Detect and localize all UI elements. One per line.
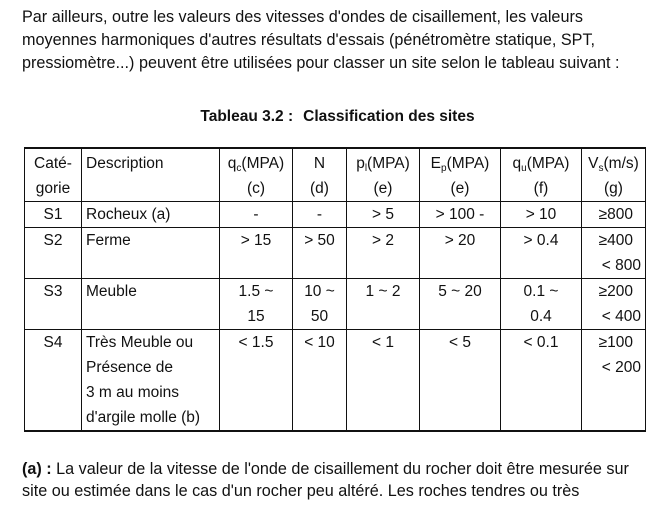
- cell-line: Rocheux (a): [86, 206, 171, 223]
- header-vs-subscript: s: [598, 163, 604, 174]
- header-pl-ref: (e): [373, 180, 393, 197]
- cell-line: Présence de: [86, 359, 174, 376]
- header-qc-symbol: q: [227, 155, 237, 172]
- cell-pl: [347, 279, 420, 330]
- header-vs-unit: (m/s): [603, 155, 639, 172]
- cell-line: > 15: [240, 232, 272, 249]
- cell-qu: [501, 279, 582, 330]
- cell-line: 3 m au moins: [86, 384, 180, 401]
- header-qc-subscript: c: [236, 163, 242, 174]
- cell-line: 0.4: [530, 308, 552, 325]
- cell-line: S4: [43, 334, 63, 351]
- cell-vs: [582, 228, 646, 279]
- cell-desc: [82, 228, 220, 279]
- cell-line: 50: [310, 308, 329, 325]
- cell-line: > 0.4: [523, 232, 559, 249]
- table-row: [25, 279, 646, 330]
- table-row: [25, 228, 646, 279]
- header-description: [82, 148, 220, 202]
- header-ep-symbol: E: [430, 155, 441, 172]
- cell-ep: [420, 228, 501, 279]
- header-categorie-line1: Caté-: [34, 155, 72, 172]
- header-vs: [582, 148, 646, 202]
- table-row: [25, 202, 646, 228]
- cell-line: 1 ~ 2: [365, 283, 401, 300]
- footnote-a: [22, 458, 652, 502]
- cell-line: S3: [43, 283, 63, 300]
- header-ep-ref: (e): [450, 180, 470, 197]
- cell-n: [293, 330, 347, 432]
- cell-qc: [220, 330, 293, 432]
- cell-line: > 20: [444, 232, 476, 249]
- cell-line: Meuble: [86, 283, 137, 300]
- table-caption-number: Tableau 3.2 :: [200, 108, 294, 125]
- cell-line: d'argile molle (b): [86, 409, 201, 426]
- header-qc-ref: (c): [246, 180, 266, 197]
- cell-line: 5 ~ 20: [438, 283, 482, 300]
- cell-line: < 1.5: [238, 334, 274, 351]
- cell-desc: [82, 279, 220, 330]
- header-ep: [420, 148, 501, 202]
- cell-pl: [347, 330, 420, 432]
- cell-ep: [420, 330, 501, 432]
- cell-line: > 100 -: [435, 206, 485, 223]
- cell-line: ≥100: [598, 334, 633, 351]
- header-qu-unit: (MPA): [526, 155, 570, 172]
- cell-line: < 400: [601, 308, 641, 325]
- cell-vs: [582, 202, 646, 228]
- cell-line: ≥400: [598, 232, 633, 249]
- cell-line: ≥800: [598, 206, 633, 223]
- cell-qu: [501, 330, 582, 432]
- header-categorie: [25, 148, 82, 202]
- cell-pl: [347, 228, 420, 279]
- cell-vs: [582, 279, 646, 330]
- cell-line: Très Meuble ou: [86, 334, 194, 351]
- header-categorie-line2: gorie: [35, 180, 71, 197]
- cell-qc: [220, 279, 293, 330]
- site-classification-table: [24, 147, 646, 432]
- cell-qu: [501, 228, 582, 279]
- intro-paragraph: Par ailleurs, outre les valeurs des vitesses d'ondes de cisaillement, les valeurs moyennes harmoniques d'autres résultats d'essais (pénétromètre statique, SPT, pressiomètre...) peuvent être utilisées pour classer un site selon le tableau suivant :: [22, 8, 620, 72]
- header-pl-symbol: p: [356, 155, 365, 172]
- cell-line: > 5: [372, 206, 394, 223]
- header-ep-unit: (MPA): [446, 155, 490, 172]
- cell-line: 10 ~: [304, 283, 335, 300]
- header-n-ref: (d): [310, 180, 329, 197]
- header-n: [293, 148, 347, 202]
- cell-qc: [220, 228, 293, 279]
- cell-desc: [82, 202, 220, 228]
- cell-n: [293, 202, 347, 228]
- cell-line: < 0.1: [523, 334, 559, 351]
- cell-ep: [420, 202, 501, 228]
- cell-line: < 5: [449, 334, 471, 351]
- cell-line: 1.5 ~: [238, 283, 274, 300]
- cell-line: ≥200: [598, 283, 633, 300]
- cell-line: S1: [43, 206, 63, 223]
- cell-line: 0.1 ~: [523, 283, 559, 300]
- cell-line: > 10: [525, 206, 557, 223]
- cell-line: -: [253, 206, 259, 223]
- cell-line: S2: [43, 232, 63, 249]
- cell-cat: [25, 330, 82, 432]
- cell-line: < 1: [372, 334, 394, 351]
- cell-cat: [25, 202, 82, 228]
- cell-n: [293, 228, 347, 279]
- cell-ep: [420, 279, 501, 330]
- header-qc-unit: (MPA): [241, 155, 285, 172]
- table-caption: [0, 108, 669, 126]
- header-vs-ref: (g): [604, 180, 623, 197]
- header-qc: [220, 148, 293, 202]
- cell-n: [293, 279, 347, 330]
- cell-line: Ferme: [86, 232, 131, 249]
- header-row: [25, 148, 646, 202]
- cell-desc: [82, 330, 220, 432]
- header-n-label: N: [313, 155, 326, 172]
- cell-cat: [25, 228, 82, 279]
- cell-line: > 50: [304, 232, 335, 249]
- header-pl-subscript: l: [364, 163, 368, 174]
- footnote-text: La valeur de la vitesse de l'onde de cisaillement du rocher doit être mesurée sur site ou estimée dans le cas d'un rocher peu altéré. Les roches tendres ou très: [22, 460, 629, 500]
- header-vs-symbol: V: [588, 155, 599, 172]
- cell-qu: [501, 202, 582, 228]
- header-qu: [501, 148, 582, 202]
- header-description-label: Description: [86, 155, 164, 172]
- cell-line: 15: [247, 308, 265, 325]
- table-caption-title: Classification des sites: [303, 108, 475, 125]
- table-row: [25, 330, 646, 432]
- header-qu-subscript: u: [521, 163, 527, 174]
- cell-line: < 200: [601, 359, 641, 376]
- cell-vs: [582, 330, 646, 432]
- cell-cat: [25, 279, 82, 330]
- cell-qc: [220, 202, 293, 228]
- cell-pl: [347, 202, 420, 228]
- header-qu-symbol: q: [512, 155, 522, 172]
- header-pl: [347, 148, 420, 202]
- cell-line: < 10: [304, 334, 335, 351]
- header-pl-unit: (MPA): [367, 155, 410, 172]
- header-ep-subscript: p: [441, 163, 447, 174]
- header-qu-ref: (f): [533, 180, 549, 197]
- cell-line: > 2: [372, 232, 394, 249]
- cell-line: -: [316, 206, 323, 223]
- cell-line: < 800: [601, 257, 641, 274]
- footnote-marker: (a) :: [22, 460, 52, 478]
